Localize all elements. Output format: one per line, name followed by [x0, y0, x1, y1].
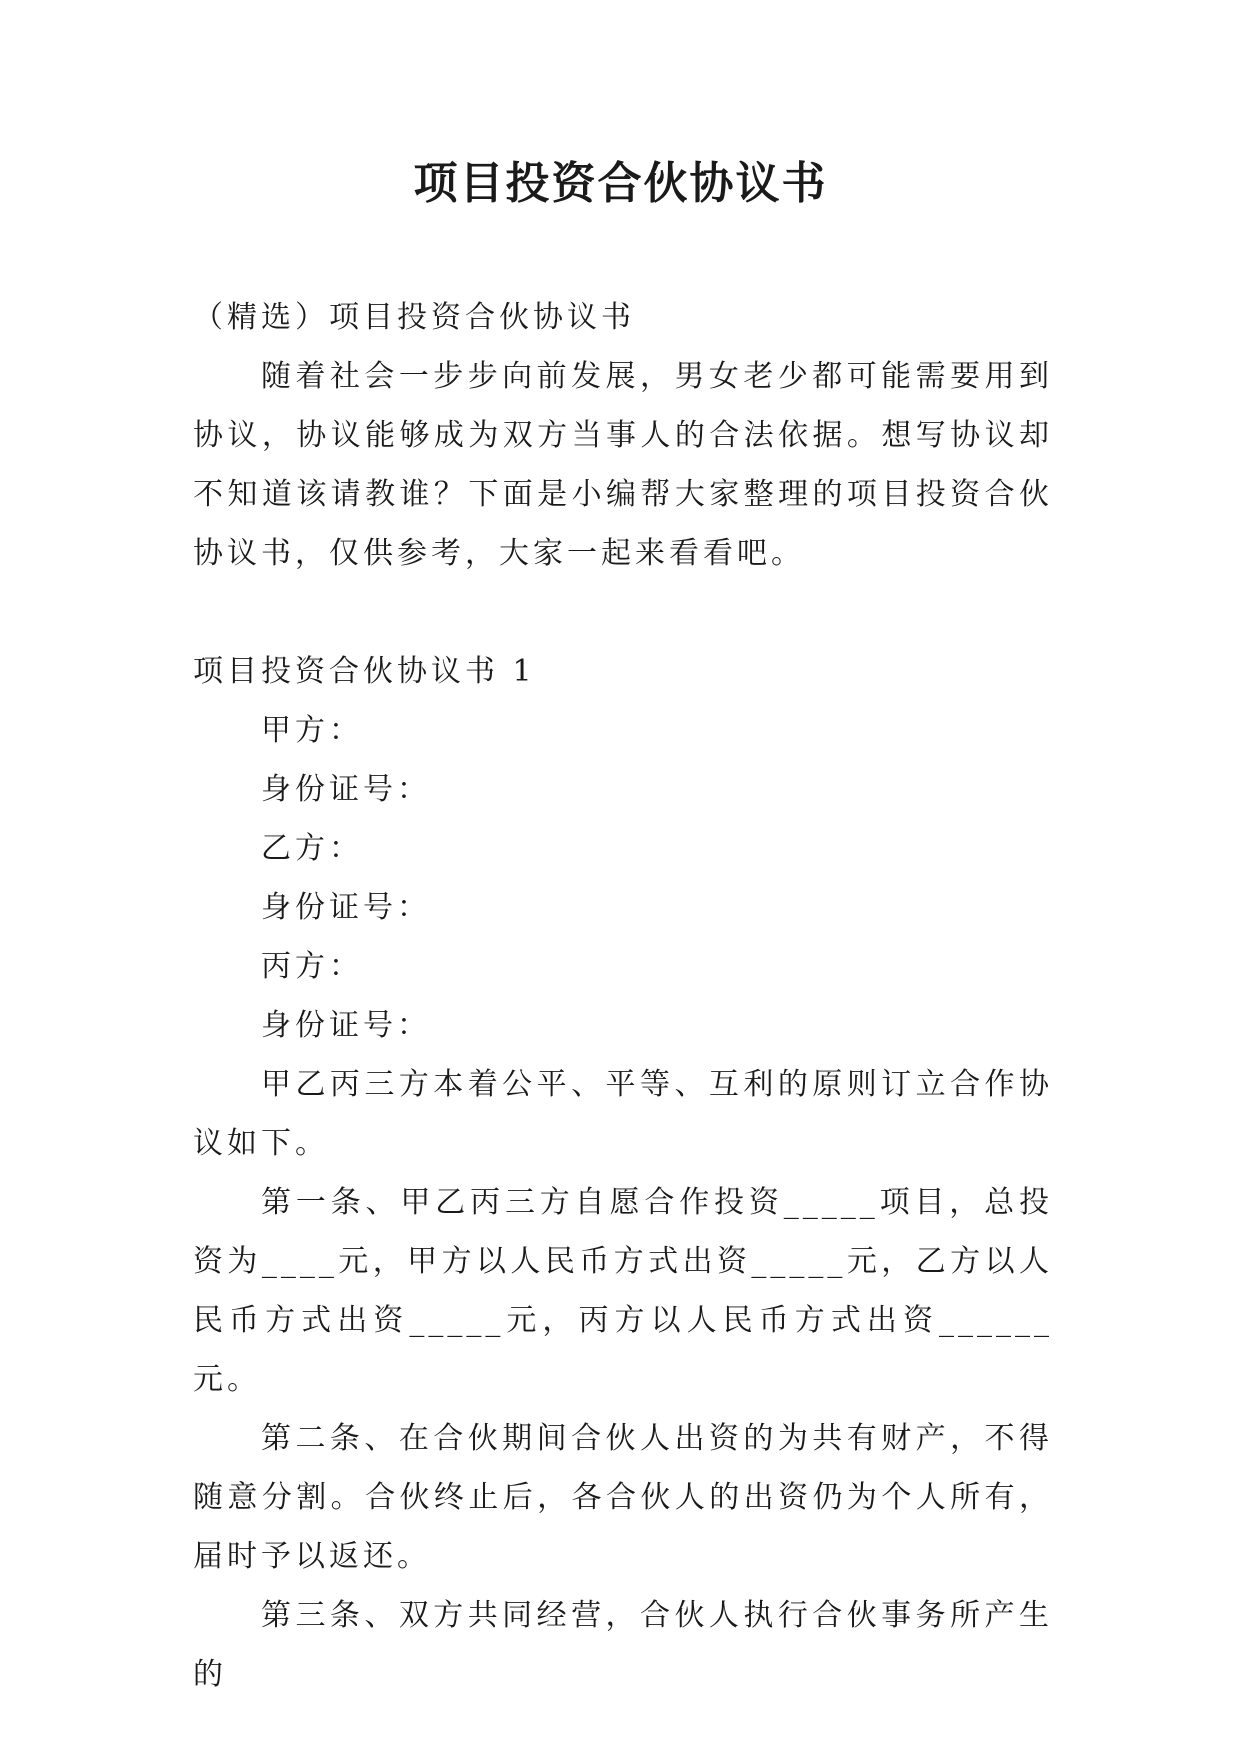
- party-b-id-line: 身份证号：: [261, 890, 431, 925]
- paragraph-gap: [193, 583, 1053, 642]
- document-title: 项目投资合伙协议书: [413, 158, 828, 209]
- section-title: 项目投资合伙协议书 1: [193, 654, 536, 689]
- party-c-id-line: 身份证号：: [261, 1008, 431, 1043]
- article-1: 第一条、甲乙丙三方自愿合作投资_____项目，总投资为____元，甲方以人民币方式出资_____元，乙方以人民币方式出资_____元，丙方以人民币方式出资______元。: [193, 1185, 1053, 1397]
- party-a-id-line: 身份证号：: [261, 772, 431, 807]
- article-2: 第二条、在合伙期间合伙人出资的为共有财产，不得随意分割。合伙终止后，各合伙人的出资仍为个人所有，届时予以返还。: [193, 1421, 1053, 1574]
- party-b-line: 乙方：: [261, 831, 363, 866]
- intro-paragraph: 随着社会一步步向前发展，男女老少都可能需要用到协议，协议能够成为双方当事人的合法依据。想写协议却不知道该请教谁？下面是小编帮大家整理的项目投资合伙协议书，仅供参考，大家一起来看看吧。: [193, 359, 1053, 571]
- party-a-line: 甲方：: [261, 713, 363, 748]
- preamble-paragraph: 甲乙丙三方本着公平、平等、互利的原则订立合作协议如下。: [193, 1067, 1053, 1161]
- document-body: [193, 288, 1053, 1704]
- party-c-line: 丙方：: [261, 949, 363, 984]
- article-3: 第三条、双方共同经营，合伙人执行合伙事务所产生的: [193, 1598, 1053, 1692]
- document-subtitle: （精选）项目投资合伙协议书: [193, 300, 635, 335]
